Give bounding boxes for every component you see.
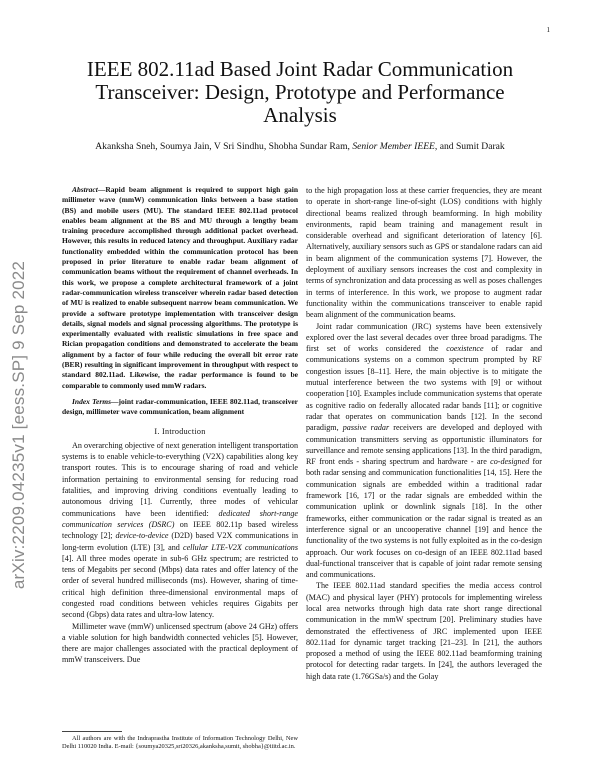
author-list: [60, 141, 540, 153]
page-number: 1: [546, 26, 550, 34]
index-terms-text: —joint radar-communication, IEEE 802.11ad, transceiver design, millimeter wave communication, beam alignment: [62, 396, 298, 417]
abstract: [62, 185, 298, 418]
intro-paragraph-1: An overarching objective of next generation intelligent transportation systems is to enable vehicle-to-everything (V2X) capabilities along key transport routes. This is to encourage sharing of road and vehicle information pertaining to environmental sensing for reducing road fatalities, and improving driving conditions eventually leading to autonomous driving [1]. Currently, three modes of vehicular communications have been identified: dedicated short-range communication services (DSRC) on IEEE 802.11p based wireless technology [2]; device-to-device (D2D) based V2X communications in long-term evolution (LTE) [3], and cellular LTE-V2X communications [4]. All three modes operate in sub-6 GHz spectrum; are restricted to tens of Megabits per second (Mbps) data rates and offer latency of the order of several hundred milliseconds (ms). However, sharing of time-critical high definition three-dimensional environmental maps of congested road conditions between vehicles requires Gigabits per second (Gbps) data rates and ultra-low latency.: [62, 440, 299, 620]
index-terms-label: Index Terms: [72, 396, 111, 406]
right-paragraph-3: The IEEE 802.11ad standard specifies the media access control (MAC) and physical layer (PHY) protocols for implementing wireless local area networks through high data rate short range directional communication in the mmW spectrum [20]. Preliminary studies have demonstrated the effectiveness of JRC implemented upon IEEE 802.11ad for dynamic target tracking [21–23]. In [21], the authors proposed a method of using the IEEE 802.11ad beamforming training protocol for detecting radar targets. In [24], the authors leveraged the high data rate (1.76GSa/s) and the Golay: [306, 581, 542, 681]
author-last: , and Sumit Darak: [434, 141, 505, 152]
paper-title: IEEE 802.11ad Based Joint Radar Communication Transceiver: Design, Prototype and Performance Analysis: [86, 57, 514, 127]
right-column: [306, 185, 542, 682]
index-terms: [62, 397, 298, 418]
author-senior-title: Senior Member IEEE: [352, 141, 435, 152]
footnote-text: All authors are with the Indraprastha Institute of Information Technology Delhi, New Delhi 110020 India. E-mail: {soumya20325,sri20326,akanksha,sumit, shobha}@iiitd.ac.in.: [62, 735, 298, 751]
intro-paragraph-2: Millimeter wave (mmW) unlicensed spectrum (above 24 GHz) offers a viable solution for high bandwidth connected vehicles [5]. However, there are major challenges associated with the practical deployment of mmW transceivers. Due: [62, 621, 298, 665]
right-paragraph-1: to the high propagation loss at these carrier frequencies, they are meant to operate in short-range line-of-sight (LOS) conditions with highly directional beams realized through beamforming. In high mobility environments, rapid beam training and management result in considerable overhead and significant deterioration of latency [6]. Alternatively, auxiliary sensors such as GPS or standalone radars can aid in beam alignment of the communication systems [7]. However, the deployment of auxiliary sensors increases the cost and complexity in terms of synchronization and data processing as well as poses challenges in terms of interference. In this work, we propose to augment radar functionality within the communications transceiver to enable rapid beam alignment of the communication beams.: [306, 186, 542, 320]
abstract-label: Abstract: [72, 185, 98, 194]
footnote-rule: [62, 731, 122, 732]
left-column: [62, 185, 298, 666]
abstract-text: —Rapid beam alignment is required to support high gain millimeter wave (mmW) communication links between a base station (BS) and mobile users (MU). The standard IEEE 802.11ad protocol enables beam alignment at the BS and MU through a lengthy beam training procedure accomplished through additional packet overhead. However, this results in reduced latency and throughput. Auxiliary radar functionality embedded within the communication protocol has been proposed in prior literature to enable radar beam alignment of communication beams without the requirement of channel overheads. In this work, we propose a complete architectural framework of a joint radar-communication wireless transceiver wherein radar based detection of MU is realized to enable subsequent narrow beam communication. We provide a software prototype implementation with transceiver design details, signal models and signal processing algorithms. The prototype is experimentally evaluated with realistic simulations in free space and Rician propagation conditions and demonstrated to accelerate the beam alignment by a factor of four while reducing the overall bit error rate (BER) resulting in significant improvement in throughput with respect to standard 802.11ad. Likewise, the radar performance is found to be comparable to commonly used mmW radars.: [62, 185, 298, 390]
right-paragraph-2: Joint radar communication (JRC) systems have been extensively explored over the last several decades over three broad paradigms. The first set of works considered the coexistence of radar and communications systems on a common spectrum prompted by RF congestion issues [8–11]. Here, the main objective is to mitigate the mutual interference between the two systems with [9] or without cooperation [10]. Examples include communication systems that operate as cognitive radio on federally allocated radar bands [11]; or cognitive radar that operates on communication bands [12]. In the second paradigm, passive radar receivers are developed and deployed with communication transmitters serving as opportunistic illuminators for surveillance and remote sensing applications [13]. In the third paradigm, RF front ends - sharing spectrum and hardware - are co-designed for both radar sensing and communication functionalities [14, 15]. Here the communication signals are embedded within a traditional radar framework [16, 17] or the radar signals are embedded within the communication uplink or downlink signals [18]. In the other frameworks, either communication or the radar signal is treated as an interference signal or an uncooperative channel [19] and hence the functionality of the two systems is not fully exploited as in the co-design approach. Our work focuses on co-design of an IEEE 802.11ad based dual-functional transceiver that is capable of joint radar remote sensing and communications.: [306, 321, 542, 580]
arxiv-identifier: [2, 200, 36, 650]
footnote: [62, 735, 298, 752]
arxiv-id-text: arXiv:2209.04235v1 [eess.SP] 9 Sep 2022: [9, 260, 29, 590]
section-heading-introduction: I. Introduction: [154, 426, 206, 436]
author-names: Akanksha Sneh, Soumya Jain, V Sri Sindhu, Shobha Sundar Ram,: [95, 141, 353, 152]
